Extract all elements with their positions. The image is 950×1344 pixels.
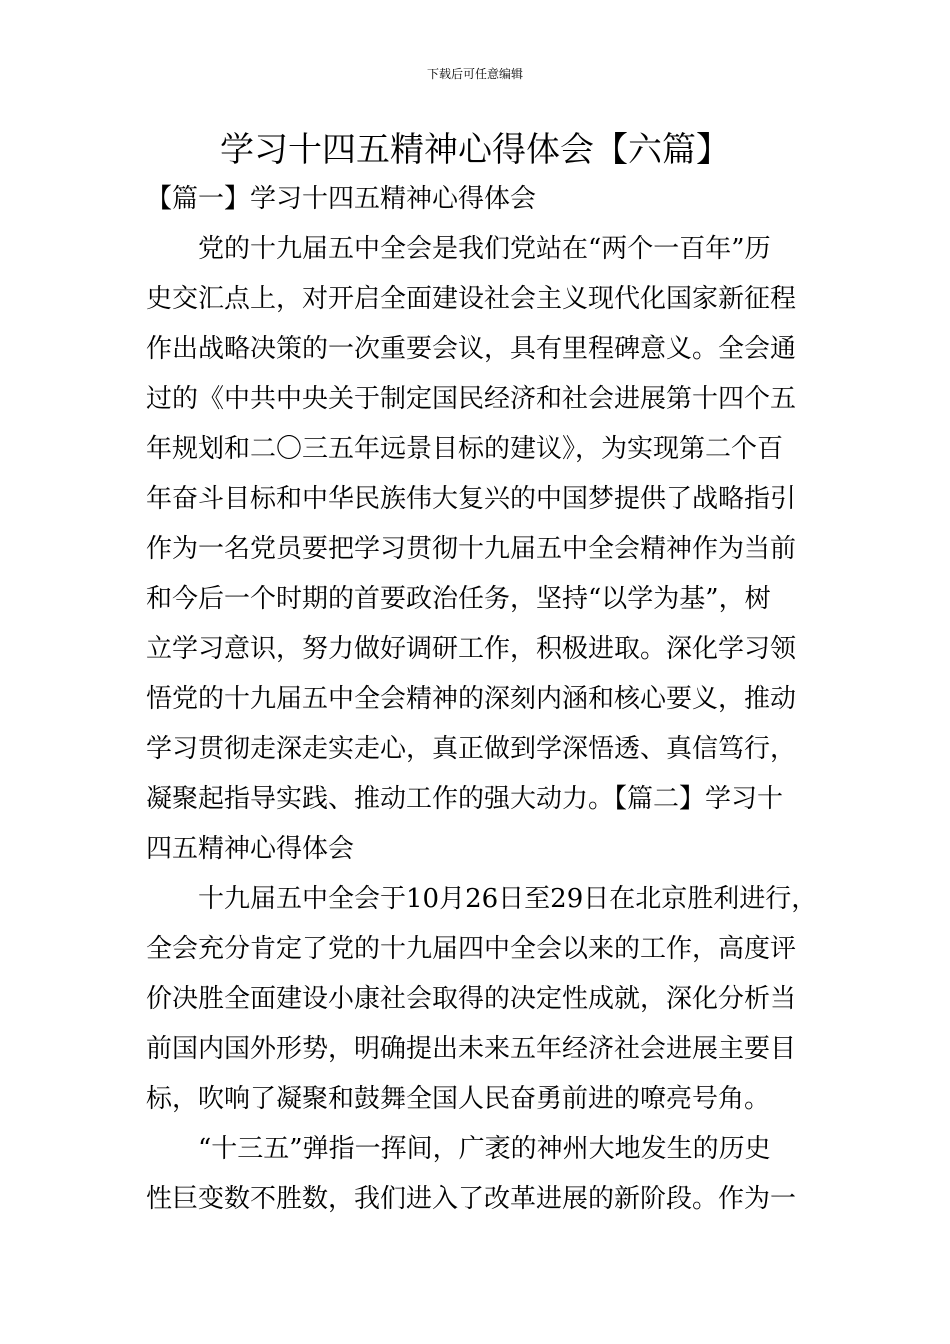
body-line: 悟党的十九届五中全会精神的深刻内涵和核心要义，推动 [146, 684, 797, 714]
body-line: 全会充分肯定了党的十九届四中全会以来的工作，高度评 [146, 934, 797, 964]
body-line: 作出战略决策的一次重要会议，具有里程碑意义。全会通 [146, 334, 797, 364]
body-line: 性巨变数不胜数，我们进入了改革进展的新阶段。作为一 [146, 1184, 797, 1214]
header-note: 下载后可任意编辑 [426, 67, 523, 81]
body-line: 凝聚起指导实践、推动工作的强大动力。【篇二】学习十 [146, 784, 784, 814]
body-line: “十三五”弹指一挥间，广袤的神州大地发生的历史 [146, 1134, 771, 1164]
body-line: 作为一名党员要把学习贯彻十九届五中全会精神作为当前 [146, 534, 797, 564]
body-line: 党的十九届五中全会是我们党站在“两个一百年”历 [146, 234, 771, 264]
body-line: 年规划和二〇三五年远景目标的建议》，为实现第二个百 [146, 434, 784, 464]
body-line: 四五精神心得体会 [146, 834, 355, 864]
section-heading: 【篇一】学习十四五精神心得体会 [146, 184, 537, 214]
body-line: 年奋斗目标和中华民族伟大复兴的中国梦提供了战略指引 [146, 484, 797, 514]
body-line: 学习贯彻走深走实走心，真正做到学深悟透、真信笃行， [146, 734, 797, 764]
body-line: 史交汇点上，对开启全面建设社会主义现代化国家新征程 [146, 284, 797, 314]
body-line: 和今后一个时期的首要政治任务，坚持“以学为基”，树 [146, 584, 771, 614]
body-line: 标，吹响了凝聚和鼓舞全国人民奋勇前进的嘹亮号角。 [146, 1084, 771, 1114]
document-title: 学习十四五精神心得体会【六篇】 [220, 130, 730, 170]
body-line: 立学习意识，努力做好调研工作，积极进取。深化学习领 [146, 634, 797, 664]
body-line: 十九届五中全会于10月26日至29日在北京胜利进行， [146, 884, 818, 914]
body-line: 前国内国外形势，明确提出未来五年经济社会进展主要目 [146, 1034, 797, 1064]
body-line: 价决胜全面建设小康社会取得的决定性成就，深化分析当 [146, 984, 797, 1014]
body-line: 过的《中共中央关于制定国民经济和社会进展第十四个五 [146, 384, 797, 414]
